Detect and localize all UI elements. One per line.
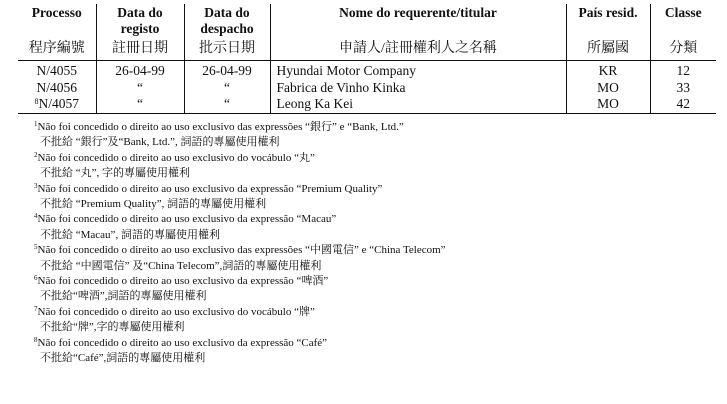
- header-process: Processo 程序編號: [28, 5, 85, 56]
- registration-table: [18, 4, 716, 114]
- footnote-7: $^7$Não foi concedido o direito ao uso exclusivo do vocábulo “牌” 不批給“牌”,字的專屬使用權利: [34, 304, 315, 334]
- header-registration-date: Data do registo 註冊日期: [96, 4, 184, 61]
- table-row: [18, 80, 716, 97]
- header-country: País resid. 所屬國: [566, 4, 650, 61]
- cell-class: 33: [650, 80, 716, 97]
- table-row: [18, 61, 716, 80]
- cell-class: 12: [650, 61, 716, 80]
- cell-registration-date: 26-04-99: [96, 61, 184, 80]
- cell-process: N/4055: [36, 63, 77, 78]
- header-class: Classe 分類: [650, 4, 716, 61]
- header-applicant-name: Nome do requerente/titular 申請人/註冊權利人之名稱: [270, 4, 566, 61]
- cell-dispatch-date: “: [184, 80, 270, 97]
- footnote-6: $^6$Não foi concedido o direito ao uso exclusivo da expressão “啤酒” 不批給“啤酒”,詞語的專屬使用權利: [34, 274, 329, 303]
- cell-process: N/4056: [36, 79, 77, 95]
- cell-country: KR: [566, 61, 650, 80]
- footnote-3: $^3$Não foi concedido o direito ao uso exclusivo da expressão “Premium Quality” 不批給 “Premium Quality”, 詞語的專屬使用權利: [34, 181, 383, 211]
- cell-registration-date: “: [96, 80, 184, 97]
- footnotes: [34, 120, 724, 367]
- cell-dispatch-date: “: [184, 96, 270, 113]
- table-row: [18, 96, 716, 113]
- cell-registration-date: “: [96, 96, 184, 113]
- footnote-1: $^1$Não foi concedido o direito ao uso exclusivo das expressões “銀行” e “Bank, Ltd.” 不批給 “銀行”及“Bank, Ltd.”, 詞語的專屬使用權利: [34, 120, 404, 149]
- footnote-5: $^5$Não foi concedido o direito ao uso exclusivo das expressões “中國電信” e “China Telecom” 不批給 “中國電信” 及“China Telecom”,詞語的專屬使用權利: [34, 243, 446, 272]
- cell-dispatch-date: 26-04-99: [184, 61, 270, 80]
- header-dispatch-date: Data do despacho 批示日期: [184, 4, 270, 61]
- cell-class: 42: [650, 96, 716, 113]
- table-header-row: [18, 4, 716, 61]
- cell-applicant-name: Hyundai Motor Company: [270, 61, 566, 80]
- cell-applicant-name: Leong Ka Kei: [270, 96, 566, 113]
- cell-applicant-name: Fabrica de Vinho Kinka: [270, 80, 566, 97]
- cell-process: $^8$N/4057: [34, 96, 79, 111]
- cell-country: MO: [566, 96, 650, 113]
- footnote-4: $^4$Não foi concedido o direito ao uso exclusivo da expressão “Macau” 不批給 “Macau”, 詞語的專屬使用權利: [34, 212, 337, 241]
- footnote-2: $^2$Não foi concedido o direito ao uso exclusivo do vocábulo “丸” 不批給 “丸”, 字的專屬使用權利: [34, 150, 315, 180]
- footnote-8: $^8$Não foi concedido o direito ao uso exclusivo da expressão “Café” 不批給“Café”,詞語的專屬使用權利: [34, 335, 328, 365]
- cell-country: MO: [566, 80, 650, 97]
